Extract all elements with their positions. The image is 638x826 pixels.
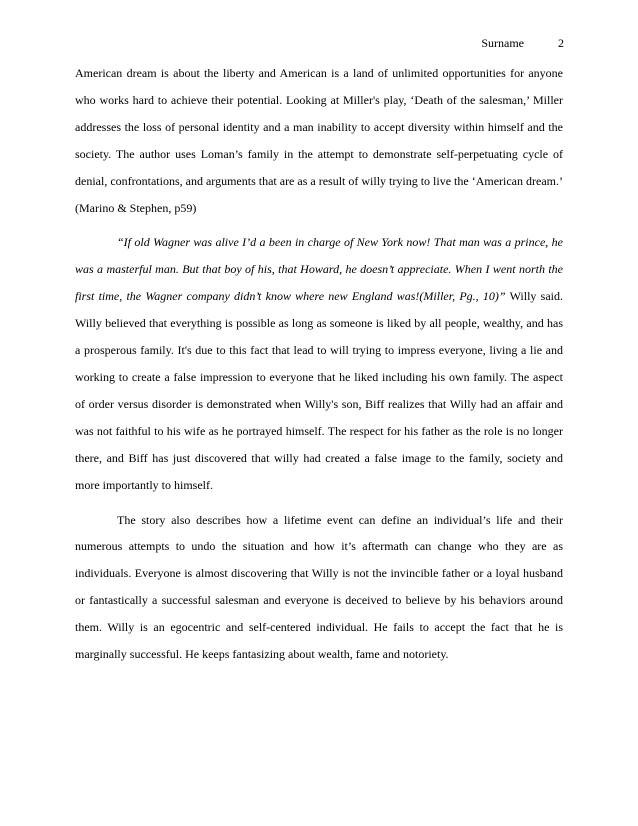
paragraph-1: American dream is about the liberty and American is a land of unlimited opportunities for anyone who works hard to achieve their potential. Looking at Miller's play, ‘Death of the salesman,’ Miller addresses the loss of personal identity and a man inability to accept diversity within himself and the society. The author uses Loman’s family in the attempt to demonstrate self-perpetuating cycle of denial, confrontations, and arguments that are as a result of willy trying to live the ‘American dream.’ (Marino & Stephen, p59)	[75, 66, 563, 215]
header-surname: Surname	[481, 36, 524, 50]
paragraph-2	[75, 229, 563, 498]
body-text	[75, 60, 563, 676]
paragraph-2-text: Willy said. Willy believed that everything is possible as long as someone is liked by all people, wealthy, and has a prosperous family. It's due to this fact that lead to will trying to impress everyone, living a lie and working to create a false impression to everyone that he liked including his own family. The aspect of order versus disorder is demonstrated when Willy's son, Biff realizes that Willy had an affair and was not faithful to his wife as he portrayed himself. The respect for his father as the role is no longer there, and Biff has just discovered that willy had created a false image to the family, society and more importantly to himself.	[75, 289, 563, 492]
running-header	[481, 36, 564, 51]
paragraph-3: The story also describes how a lifetime event can define an individual’s life and their numerous attempts to undo the situation and how it’s aftermath can change who they are as individuals. Everyone is almost discovering that Willy is not the invincible father or a loyal husband or fantastically a successful salesman and everyone is deceived to believe by his behaviors around them. Willy is an egocentric and self-centered individual. He fails to accept the fact that he is marginally successful. He keeps fantasizing about wealth, fame and notoriety.	[75, 512, 563, 662]
header-page-number: 2	[558, 36, 564, 50]
block-quote: “If old Wagner was alive I’d a been in charge of New York now! That man was a prince, he was a masterful man. But that boy of his, that Howard, he doesn’t appreciate. When I went north the first time, the Wagner company didn’t know where new England was!(Miller, Pg., 10)”	[75, 235, 563, 304]
